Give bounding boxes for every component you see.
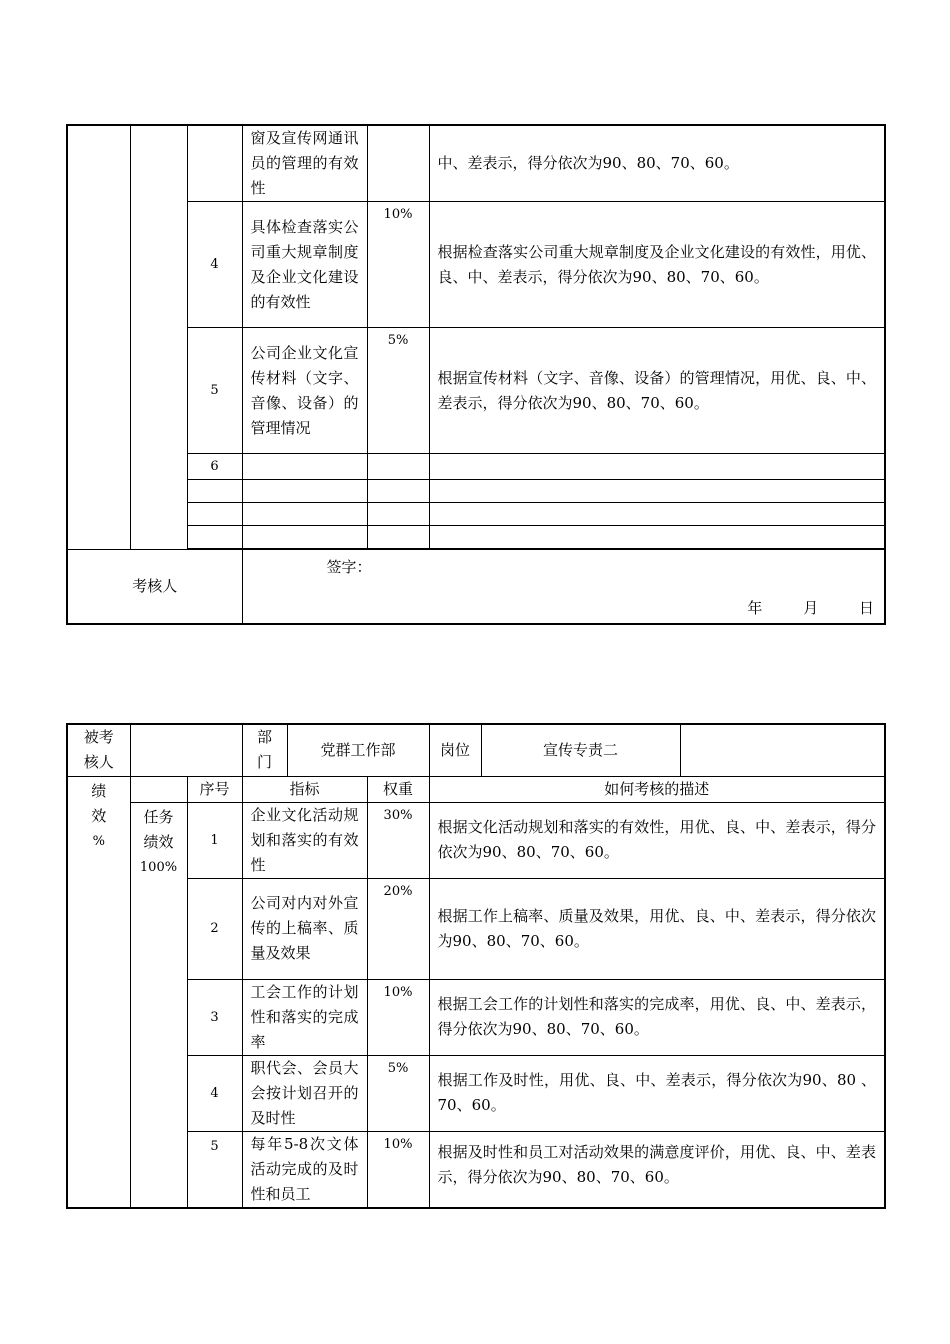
assessee-label: 被考核人 bbox=[67, 724, 130, 776]
description-cell: 根据工会工作的计划性和落实的完成率，用优、良、中、差表示，得分依次为90、80、70、60。 bbox=[429, 979, 885, 1055]
indicator-header: 指标 bbox=[242, 776, 367, 802]
row-number: 4 bbox=[187, 1055, 242, 1131]
side-cell bbox=[67, 125, 130, 550]
department-value: 党群工作部 bbox=[287, 724, 429, 776]
row-number: 3 bbox=[187, 979, 242, 1055]
extra-cell bbox=[680, 724, 885, 776]
table-row bbox=[67, 454, 885, 480]
month-label: 月 bbox=[803, 599, 819, 617]
empty-cell bbox=[130, 776, 187, 802]
table-row bbox=[67, 979, 885, 1055]
weight-cell: 5% bbox=[367, 1055, 429, 1131]
description-cell: 根据检查落实公司重大规章制度及企业文化建设的有效性，用优、良、中、差表示，得分依次为90、80、70、60。 bbox=[429, 202, 885, 328]
indicator-cell: 职代会、会员大会按计划召开的及时性 bbox=[242, 1055, 367, 1131]
side-char: 效 bbox=[91, 806, 107, 825]
position-value: 宣传专责二 bbox=[481, 724, 680, 776]
weight-cell bbox=[367, 454, 429, 480]
indicator-cell: 窗及宣传网通讯员的管理的有效性 bbox=[242, 125, 367, 202]
evaluation-table bbox=[66, 723, 886, 1209]
empty-cell bbox=[429, 526, 885, 549]
side-char: % bbox=[92, 833, 105, 849]
description-cell bbox=[429, 454, 885, 480]
performance-side-label bbox=[67, 776, 130, 1208]
signature-label: 签字： bbox=[326, 558, 372, 576]
empty-cell bbox=[187, 526, 242, 549]
position-label: 岗位 bbox=[429, 724, 481, 776]
row-number: 5 bbox=[187, 328, 242, 454]
indicator-cell: 企业文化活动规划和落实的有效性 bbox=[242, 802, 367, 878]
description-cell: 根据工作上稿率、质量及效果，用优、良、中、差表示，得分依次为90、80、70、60。 bbox=[429, 878, 885, 979]
table-row bbox=[67, 125, 885, 202]
column-header-row bbox=[67, 776, 885, 802]
empty-cell bbox=[242, 480, 367, 503]
day-label: 日 bbox=[858, 599, 874, 617]
description-cell: 根据及时性和员工对活动效果的满意度评价，用优、良、中、差表示，得分依次为90、80、70、60。 bbox=[429, 1131, 885, 1208]
evaluation-table-continued bbox=[66, 124, 886, 625]
indicator-cell: 工会工作的计划性和落实的完成率 bbox=[242, 979, 367, 1055]
description-cell: 中、差表示，得分依次为90、80、70、60。 bbox=[429, 125, 885, 202]
assessee-value bbox=[130, 724, 242, 776]
year-label: 年 bbox=[747, 599, 763, 617]
table-row bbox=[67, 526, 885, 549]
description-cell: 根据宣传材料（文字、音像、设备）的管理情况，用优、良、中、差表示，得分依次为90、80、70、60。 bbox=[429, 328, 885, 454]
no-header: 序号 bbox=[187, 776, 242, 802]
weight-cell: 10% bbox=[367, 202, 429, 328]
empty-cell bbox=[242, 526, 367, 549]
category-percent: 100% bbox=[139, 859, 178, 875]
weight-cell bbox=[367, 125, 429, 202]
weight-header: 权重 bbox=[367, 776, 429, 802]
signature-row bbox=[67, 550, 885, 625]
table-row bbox=[67, 802, 885, 878]
department-label: 部门 bbox=[242, 724, 287, 776]
indicator-cell: 每年5-8次文体活动完成的及时性和员工 bbox=[242, 1131, 367, 1208]
row-number: 6 bbox=[187, 454, 242, 480]
row-number: 2 bbox=[187, 878, 242, 979]
date-line bbox=[711, 596, 874, 621]
empty-cell bbox=[187, 480, 242, 503]
empty-cell bbox=[242, 503, 367, 526]
table-row bbox=[67, 1131, 885, 1208]
indicator-cell bbox=[242, 454, 367, 480]
weight-cell: 10% bbox=[367, 979, 429, 1055]
table-row bbox=[67, 328, 885, 454]
empty-cell bbox=[429, 480, 885, 503]
table-row bbox=[67, 503, 885, 526]
empty-cell bbox=[187, 503, 242, 526]
indicator-cell: 公司对内对外宣传的上稿率、质量及效果 bbox=[242, 878, 367, 979]
description-header: 如何考核的描述 bbox=[429, 776, 885, 802]
empty-cell bbox=[367, 526, 429, 549]
header-row bbox=[67, 724, 885, 776]
assessor-label: 考核人 bbox=[67, 550, 242, 625]
side-char: 绩 bbox=[91, 781, 107, 800]
signature-cell bbox=[242, 550, 885, 625]
empty-cell bbox=[367, 503, 429, 526]
description-cell: 根据文化活动规划和落实的有效性，用优、良、中、差表示，得分依次为90、80、70、60。 bbox=[429, 802, 885, 878]
weight-cell: 5% bbox=[367, 328, 429, 454]
table-row bbox=[67, 202, 885, 328]
weight-cell: 20% bbox=[367, 878, 429, 979]
indicator-cell: 具体检查落实公司重大规章制度及企业文化建设的有效性 bbox=[242, 202, 367, 328]
row-number: 5 bbox=[187, 1131, 242, 1208]
table-row bbox=[67, 1055, 885, 1131]
indicator-cell: 公司企业文化宣传材料（文字、音像、设备）的管理情况 bbox=[242, 328, 367, 454]
category-name: 任务绩效 bbox=[143, 807, 174, 851]
category-cell bbox=[130, 802, 187, 1208]
weight-cell: 10% bbox=[367, 1131, 429, 1208]
weight-cell: 30% bbox=[367, 802, 429, 878]
category-cell bbox=[130, 125, 187, 550]
description-cell: 根据工作及时性，用优、良、中、差表示，得分依次为90、80 、70、60。 bbox=[429, 1055, 885, 1131]
row-number: 1 bbox=[187, 802, 242, 878]
table-row bbox=[67, 480, 885, 503]
empty-cell bbox=[367, 480, 429, 503]
row-number: 4 bbox=[187, 202, 242, 328]
empty-cell bbox=[429, 503, 885, 526]
table-row bbox=[67, 878, 885, 979]
row-number bbox=[187, 125, 242, 202]
